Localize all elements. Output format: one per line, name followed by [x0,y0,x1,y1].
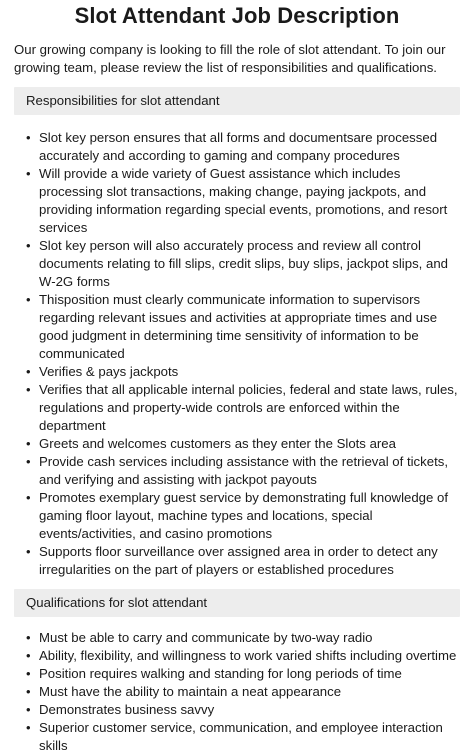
list-item [26,363,460,381]
list-item [26,237,460,291]
list-item [26,719,460,755]
bullet-icon: • [26,666,31,681]
list-item [26,165,460,237]
list-item [26,129,460,165]
list-item-text: Verifies & pays jackpots [39,364,179,379]
bullet-icon: • [26,292,31,307]
list-item-text: Slot key person will also accurately process and review all control documents relating to fill slips, credit slips, buy slips, jackpot slips, and W-2G forms [39,238,448,289]
intro-paragraph: Our growing company is looking to fill the role of slot attendant. To join our growing team, please review the list of responsibilities and qualifications. [14,42,446,75]
list-item [26,683,460,701]
bullet-icon: • [26,684,31,699]
bullet-icon: • [26,238,31,253]
qualifications-list [14,629,460,755]
list-item-text: Must have the ability to maintain a neat appearance [39,684,342,699]
bullet-icon: • [26,702,31,717]
list-item-text: Verifies that all applicable internal policies, federal and state laws, rules, regulations and property-wide controls are enforced within the department [39,382,458,433]
responsibilities-list [14,129,460,579]
bullet-icon: • [26,382,31,397]
list-item [26,543,460,579]
list-item-text: Provide cash services including assistance with the retrieval of tickets, and verifying and assisting with jackpot payouts [39,454,448,487]
bullet-icon: • [26,454,31,469]
bullet-icon: • [26,720,31,735]
list-item-text: Ability, flexibility, and willingness to work varied shifts including overtime [39,648,457,663]
list-item-text: Demonstrates business savvy [39,702,215,717]
list-item [26,435,460,453]
list-item [26,489,460,543]
list-item-text: Slot key person ensures that all forms and documentsare processed accurately and according to gaming and company procedures [39,130,438,163]
bullet-icon: • [26,364,31,379]
list-item [26,381,460,435]
list-item [26,665,460,683]
bullet-icon: • [26,490,31,505]
bullet-icon: • [26,630,31,645]
list-item [26,701,460,719]
bullet-icon: • [26,544,31,559]
list-item-text: Must be able to carry and communicate by two-way radio [39,630,373,645]
bullet-icon: • [26,436,31,451]
list-item [26,629,460,647]
qualifications-header: Qualifications for slot attendant [14,589,460,617]
list-item-text: Greets and welcomes customers as they enter the Slots area [39,436,396,451]
job-description-page [0,3,474,753]
list-item-text: Will provide a wide variety of Guest assistance which includes processing slot transactions, making change, paying jackpots, and providing information regarding special events, promotions, and resort services [39,166,448,235]
bullet-icon: • [26,130,31,145]
list-item-text: Thisposition must clearly communicate information to supervisors regarding relevant issues and activities at appropriate times and use good judgment in determining time sensitivity of information to be communicated [39,292,438,361]
bullet-icon: • [26,166,31,181]
list-item-text: Superior customer service, communication, and employee interaction skills [39,720,443,753]
list-item [26,647,460,665]
bullet-icon: • [26,648,31,663]
responsibilities-header: Responsibilities for slot attendant [14,87,460,115]
list-item-text: Promotes exemplary guest service by demonstrating full knowledge of gaming floor layout, machine types and locations, special events/activities, and casino promotions [39,490,449,541]
list-item [26,453,460,489]
page-title: Slot Attendant Job Description [74,3,400,28]
list-item [26,291,460,363]
list-item-text: Supports floor surveillance over assigned area in order to detect any irregularities on the part of players or established procedures [39,544,438,577]
list-item-text: Position requires walking and standing for long periods of time [39,666,402,681]
